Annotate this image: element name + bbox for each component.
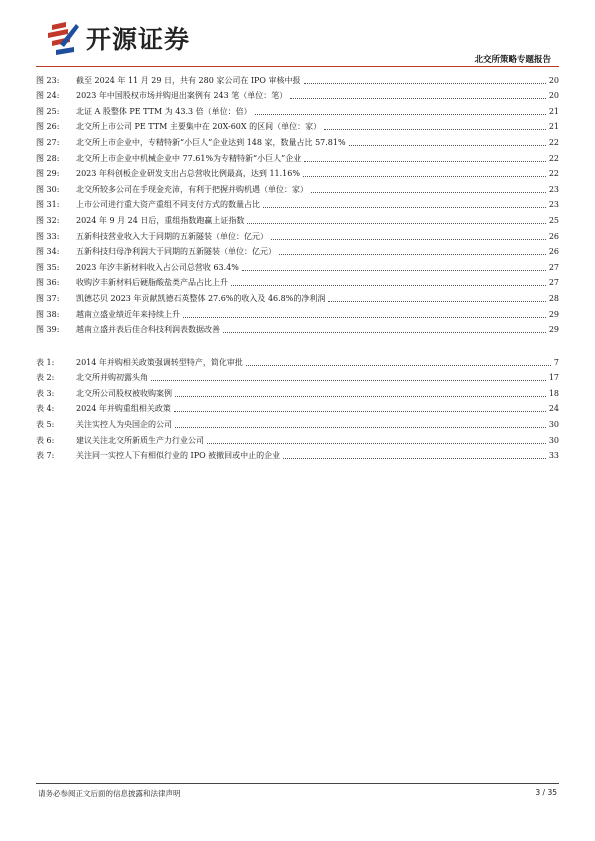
leader-dots: [349, 145, 546, 146]
entry-page: 27: [548, 278, 559, 288]
toc-entry-table[interactable]: [36, 446, 559, 462]
entry-number: 图 23:: [36, 75, 60, 85]
leader-dots: [271, 239, 546, 240]
entry-page: 30: [548, 419, 559, 429]
leader-dots: [207, 443, 546, 444]
entry-title: 关注同一实控人下有相似行业的 IPO 被撤回或中止的企业: [76, 451, 281, 461]
entry-number: 图 24:: [36, 91, 60, 101]
entry-page: 23: [548, 184, 559, 194]
leader-dots: [255, 114, 546, 115]
entry-page: 22: [548, 137, 559, 147]
logo-text: 开源证券: [86, 25, 191, 54]
leader-dots: [175, 427, 546, 428]
entry-page: 25: [548, 215, 559, 225]
toc-entry-figure[interactable]: [36, 210, 559, 226]
entry-page: 20: [548, 75, 559, 85]
leader-dots: [231, 285, 546, 286]
entry-title: 北交所较多公司在手现金充沛，有利于把握并购机遇（单位：家）: [76, 184, 308, 194]
entry-number: 图 35:: [36, 262, 60, 272]
toc-entry-table[interactable]: [36, 352, 559, 368]
entry-number: 图 28:: [36, 153, 60, 163]
entry-title: 2024 年 9 月 24 日后，重组指数跑赢上证指数: [76, 215, 245, 225]
entry-number: 图 34:: [36, 247, 60, 257]
entry-title: 2023 年中国股权市场并购退出案例有 243 笔（单位：笔）: [76, 91, 288, 101]
footer-divider: [36, 783, 559, 784]
toc-entry-figure[interactable]: [36, 148, 559, 164]
footer-disclaimer: 请务必参阅正文后面的信息披露和法律声明: [38, 789, 181, 798]
leader-dots: [242, 270, 546, 271]
report-type: 北交所策略专题报告: [474, 55, 551, 65]
page-number: 3 / 35: [535, 788, 557, 797]
toc-entry-figure[interactable]: [36, 70, 559, 86]
entry-page: 22: [548, 153, 559, 163]
entry-page: 20: [548, 91, 559, 101]
entry-title: 北交所上市企业中，专精特新“小巨人”企业达到 148 家，数量占比 57.81%: [76, 137, 346, 147]
entry-number: 表 3:: [36, 388, 55, 398]
entry-number: 图 30:: [36, 184, 60, 194]
header-divider: [36, 66, 559, 67]
leader-dots: [290, 98, 546, 99]
toc-entry-figure[interactable]: [36, 304, 559, 320]
entry-number: 表 1:: [36, 357, 55, 367]
toc-entry-table[interactable]: [36, 399, 559, 415]
entry-number: 图 36:: [36, 278, 60, 288]
toc-entry-table[interactable]: [36, 383, 559, 399]
entry-title: 五新科技营业收入大于同期的五新隧装（单位：亿元）: [76, 231, 268, 241]
entry-page: 21: [548, 106, 559, 116]
entry-number: 表 7:: [36, 451, 55, 461]
leader-dots: [151, 380, 546, 381]
toc-entry-figure[interactable]: [36, 242, 559, 258]
entry-title: 关注实控人为央国企的公司: [76, 419, 172, 429]
toc-entry-figure[interactable]: [36, 164, 559, 180]
entry-title: 上市公司进行重大资产重组不同支付方式的数量占比: [76, 200, 260, 210]
leader-dots: [175, 396, 546, 397]
logo-mark-icon: [46, 20, 80, 56]
entry-title: 越南立盛业绩近年来持续上升: [76, 309, 180, 319]
entry-page: 17: [548, 373, 559, 383]
entry-number: 图 29:: [36, 169, 60, 179]
entry-title: 收购汐丰新材料后硬脂酸盐类产品占比上升: [76, 278, 228, 288]
entry-page: 7: [553, 357, 559, 367]
leader-dots: [247, 223, 545, 224]
entry-number: 图 39:: [36, 325, 60, 335]
toc-entry-figure[interactable]: [36, 288, 559, 304]
entry-title: 2023 年科创板企业研发支出占总营收比例最高，达到 11.16%: [76, 169, 300, 179]
entry-page: 29: [548, 309, 559, 319]
entry-page: 22: [548, 169, 559, 179]
leader-dots: [303, 176, 546, 177]
leader-dots: [328, 301, 545, 302]
entry-page: 26: [548, 231, 559, 241]
entry-title: 北交所上市企业中机械企业中 77.61%为专精特新“小巨人”企业: [76, 153, 302, 163]
toc-entry-figure[interactable]: [36, 273, 559, 289]
entry-page: 24: [548, 404, 559, 414]
entry-title: 2024 年并购重组相关政策: [76, 404, 171, 414]
entry-title: 北交所公司股权被收购案例: [76, 388, 172, 398]
leader-dots: [311, 192, 546, 193]
leader-dots: [304, 83, 546, 84]
entry-number: 图 25:: [36, 106, 60, 116]
leader-dots: [283, 458, 546, 459]
entry-page: 30: [548, 435, 559, 445]
entry-page: 18: [548, 388, 559, 398]
toc-entry-table[interactable]: [36, 430, 559, 446]
entry-number: 图 31:: [36, 200, 60, 210]
entry-page: 27: [548, 262, 559, 272]
entry-page: 28: [548, 293, 559, 303]
brand-logo: [46, 18, 190, 58]
leader-dots: [324, 129, 546, 130]
entry-number: 表 5:: [36, 419, 55, 429]
entry-title: 截至 2024 年 11 月 29 日，共有 280 家公司在 IPO 审核中报: [76, 75, 301, 85]
leader-dots: [304, 161, 546, 162]
toc-entry-figure[interactable]: [36, 117, 559, 133]
entry-page: 26: [548, 247, 559, 257]
leader-dots: [183, 317, 546, 318]
entry-number: 表 2:: [36, 373, 55, 383]
figure-list: [36, 70, 559, 335]
entry-page: 21: [548, 122, 559, 132]
entry-title: 越南立盛并表后佳合科技利润表数据改善: [76, 325, 220, 335]
entry-title: 北交所上市公司 PE TTM 主要集中在 20X-60X 的区间（单位：家）: [76, 122, 322, 132]
entry-title: 2014 年并购相关政策强调转型特产，简化审批: [76, 357, 243, 367]
table-list: [36, 352, 559, 461]
entry-number: 图 32:: [36, 215, 60, 225]
toc-entry-figure[interactable]: [36, 132, 559, 148]
toc-entry-figure[interactable]: [36, 101, 559, 117]
entry-title: 北交所并购初露头角: [76, 373, 148, 383]
entry-page: 29: [548, 325, 559, 335]
entry-number: 表 6:: [36, 435, 55, 445]
entry-title: 建议关注北交所新质生产力行业公司: [76, 435, 204, 445]
toc-entry-table[interactable]: [36, 368, 559, 384]
leader-dots: [174, 411, 546, 412]
entry-title: 凯德芯贝 2023 年贡献凯德石英整体 27.6%的收入及 46.8%的净利润: [76, 293, 326, 303]
toc-entry-table[interactable]: [36, 414, 559, 430]
toc-entry-figure[interactable]: [36, 257, 559, 273]
entry-title: 2023 年汐丰新材料收入占公司总营收 63.4%: [76, 262, 239, 272]
leader-dots: [279, 254, 546, 255]
entry-page: 33: [548, 451, 559, 461]
entry-number: 图 26:: [36, 122, 60, 132]
entry-page: 23: [548, 200, 559, 210]
leader-dots: [223, 332, 546, 333]
toc-entry-figure[interactable]: [36, 195, 559, 211]
entry-number: 图 37:: [36, 293, 60, 303]
toc-entry-figure[interactable]: [36, 86, 559, 102]
leader-dots: [263, 207, 546, 208]
entry-number: 表 4:: [36, 404, 55, 414]
entry-number: 图 38:: [36, 309, 60, 319]
entry-title: 五新科技归母净利润大于同期的五新隧装（单位：亿元）: [76, 247, 276, 257]
toc-entry-figure[interactable]: [36, 179, 559, 195]
entry-title: 北证 A 股整体 PE TTM 为 43.3 倍（单位：倍）: [76, 106, 252, 116]
toc-entry-figure[interactable]: [36, 320, 559, 336]
entry-number: 图 27:: [36, 137, 60, 147]
toc-entry-figure[interactable]: [36, 226, 559, 242]
leader-dots: [246, 365, 551, 366]
entry-number: 图 33:: [36, 231, 60, 241]
